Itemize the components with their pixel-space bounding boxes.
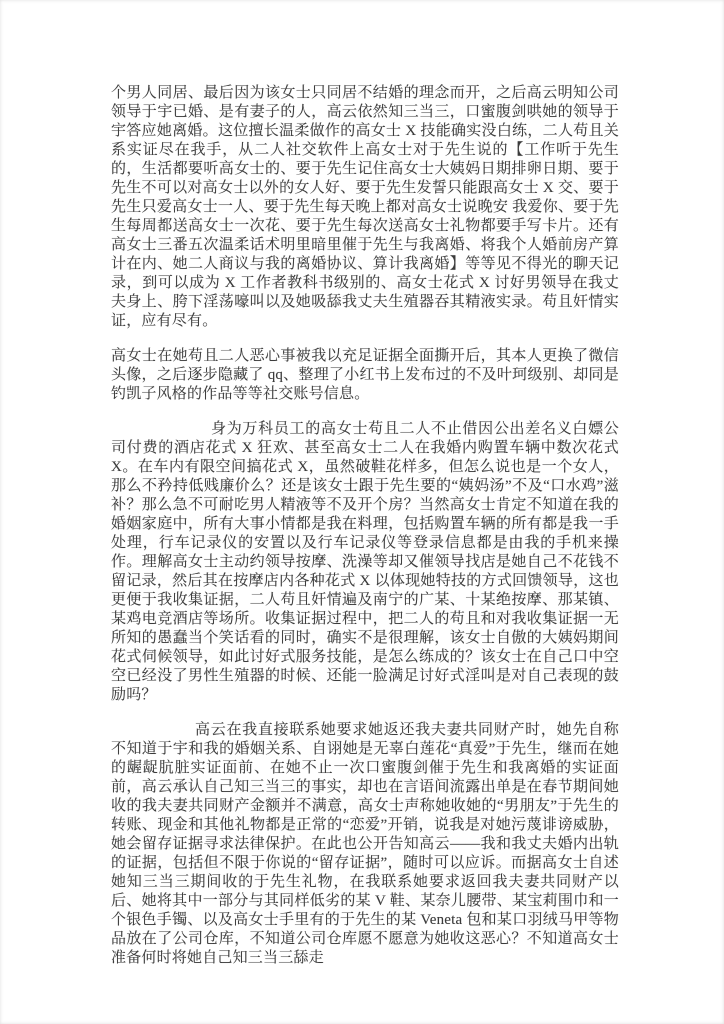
document-text-block: [111, 84, 619, 968]
paragraph-1-continuation: 个男人同居、最后因为该女士只同居不结婚的理念而开，之后高云明知公司领导于宇已婚、是有妻子的人，高云依然知三当三，口蜜腹剑哄她的领导于宇答应她离婚。这位擅长温柔做作的高女士 X 技能确实没白练，二人苟且关系实证尽在我手，从二人社交软件上高女士对于先生说的【工作听于先生的，生活都要听高女士的、要于先生记住高女士大姨妈日期排卵日期、要于先生不可以对高女士以外的女人好、要于先生发誓只能跟高女士 X 交、要于先生只爱高女士一人、要于先生每天晚上都对高女士说晚安 我爱你、要于先生每周都送高女士一次花、要于先生每次送高女士礼物都要手写卡片。还有高女士三番五次温柔话术明里暗里催于先生与我离婚、将我个人婚前房产算计在内、她二人商议与我的离婚协议、算计我离婚】等等见不得光的聊天记录，到可以成为 X 工作者教科书级别的、高女士花式 X 讨好男领导在我丈夫身上、胯下淫荡嚎叫以及她吸舔我丈夫生殖器吞其精液实录。苟且奸情实证，应有尽有。: [111, 85, 619, 329]
paragraph-4: 高云在我直接联系她要求她返还我夫妻共同财产时，她先自称不知道于宇和我的婚姻关系、自诩她是无辜白莲花“真爱”于先生，继而在她的龌龊肮脏实证面前、在她不止一次口蜜腹剑催于先生和我离婚的实证面前，高云承认自己知三当三的事实，却也在言语间流露出单是在春节期间她收的我夫妻共同财产金额并不满意，高女士声称她收她的“男朋友”于先生的转账、现金和其他礼物都是正常的“恋爱”开销，说我是对她污蔑诽谤威胁，她会留存证据寻求法律保护。在此也公开告知高云——我和我丈夫婚内出轨的证据，包括但不限于你说的“留存证据”，随时可以应诉。而据高女士自述她知三当三期间收的于先生礼物，在我联系她要求返回我夫妻共同财产以后、她将其中一部分与其同样低劣的某 V 鞋、某奈儿腰带、某宝莉围巾和一个银色手镯、以及高女士手里有的于先生的某 Veneta 包和某口羽绒马甲等物品放在了公司仓库，不知道公司仓库愿不愿意为她收这恶心？不知道高女士准备何时将她自己知三当三舔走: [111, 722, 619, 966]
paragraph-2: 高女士在她苟且二人恶心事被我以充足证据全面撕开后，其本人更换了微信头像，之后逐步隐藏了 qq、整理了小红书上发布过的不及叶珂级别、却同是钓凯子风格的作品等等社交账号信息。: [111, 348, 619, 402]
paragraph-3: 身为万科员工的高女士苟且二人不止借因公出差名义白嫖公司付费的酒店花式 X 狂欢、甚至高女士二人在我婚内购置车辆中数次花式 X。在车内有限空间搞花式 X，虽然破鞋花样多，但怎么说也是一个女人，那么不矜持低贱廉价么？还是该女士跟于先生要的“姨妈汤”不及“口水鸡”滋补？那么急不可耐吃男人精液等不及开个房？当然高女士肯定不知道在我的婚姻家庭中，所有大事小情都是我在料理，包括购置车辆的所有都是我一手处理，行车记录仪的安置以及行车记录仪等登录信息都是由我的手机来操作。理解高女士主动约领导按摩、洗澡等却又催领导找店是她自己不花钱不留记录，然后其在按摩店内各种花式 X 以体现她特技的方式回馈领导，这也更便于我收集证据，二人苟且奸情遍及南宁的广某、十某绝按摩、那某镇、某鸡电竞酒店等场所。收集证据过程中，把二人的苟且和对我收集证据一无所知的愚蠢当个笑话看的同时，确实不是很理解，该女士自傲的大姨妈期间花式伺候领导，如此讨好式服务技能，是怎么练成的？该女士在自己口中空空已经没了男性生殖器的时候、还能一脸满足讨好式淫叫是对自己表现的鼓励吗？: [111, 421, 619, 703]
